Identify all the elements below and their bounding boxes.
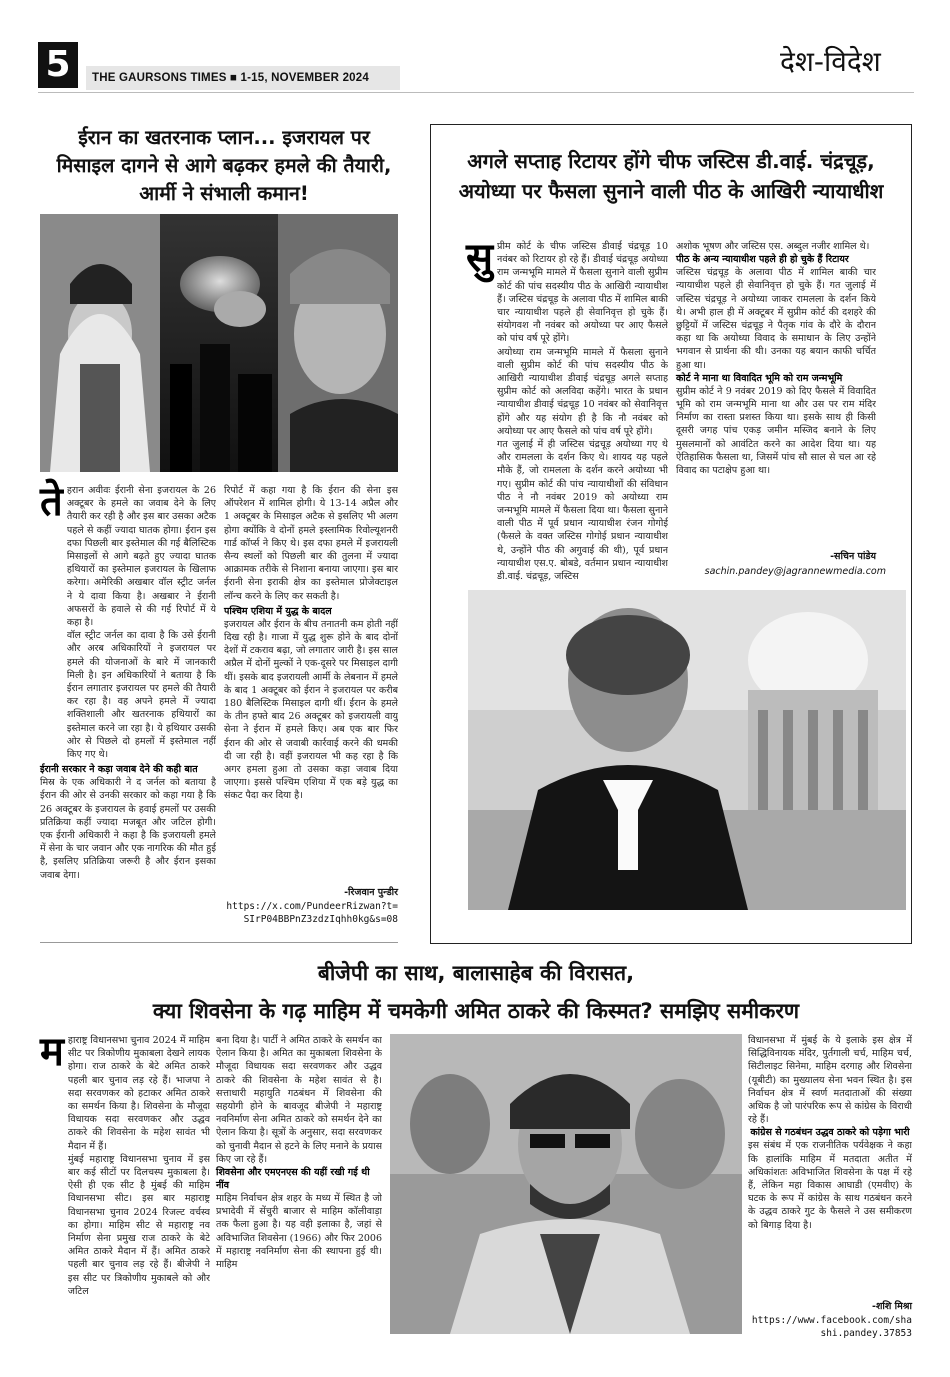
article2-column-2: [676, 240, 876, 582]
section-title: देश-विदेश: [780, 45, 881, 78]
article2-byline: -सचिन पांडेय: [830, 551, 876, 562]
article1-body-1: हरान अवीवः ईरानी सेना इजरायल के 26 अक्टूबर के हमले का जवाब देने के लिए तैयारी कर रही है और इस बार उसका अटैक पहले से कहीं ज्यादा घातक होगा। ईरान इस दफा पिछली बार इस्तेमाल की गई बैलिस्टिक मिसाइलों से आगे बढ़ते हुए ज्यादा घातक हथियारों का इस्तेमाल इजरायल के खिलाफ करेगा। अमेरिकी अखबार वॉल स्ट्रीट जर्नल ने ये दावा किया है। अखबार ने ईरानी अफसरों के हवाले से की गई रिपोर्ट में ये कहा है। वॉल स्ट्रीट जर्नल का दावा है कि उसे ईरानी और अरब अधिकारियों ने इजरायल पर हमले की योजनाओं के बारे में जानकारी मिली है। इन अधिकारियों ने बताया है कि ईरान लगातार इजरायल पर हमले की तैयारी कर रहा है। वह अपने हमले में ज्यादा शक्तिशाली और खतरनाक हथियारों का इस्तेमाल करने जा रहा है। ये हथियार उसकी ओर से पिछले दो हमलों में इस्तेमाल नहीं किए गए थे।: [66, 485, 216, 761]
article2-dropcap: सु: [466, 234, 494, 281]
article1-body-2b: इजरायल और ईरान के बीच तनातनी कम होती नहीं दिख रही है। गाजा में युद्ध शुरू होने के बाद दोनों देशों में टकराव बढ़ा, जो लगातार जारी है। इस साल अप्रैल में दोनों मुल्कों ने एक-दूसरे पर मिसाइल दागी थीं। इसके बाद इजरायली आर्मी के लेबनान में हमले के बाद 1 अक्टूबर को ईरान ने इजरायल पर करीब 180 बैलिस्टिक मिसाइल दागी थीं। ईरान के हमले के तीन हफ्ते बाद 26 अक्टूबर को इजरायली वायु सेना ने ईरान में हमले किए। अब एक बार फिर ईरान की ओर से जवाबी कार्रवाई करने की धमकी दी जा रही है। वहीं इजरायल भी कह रहा है कि अगर हमला हुआ तो उसका कड़ा जवाब दिया जाएगा। इससे पश्चिम एशिया में एक बड़े युद्ध का संकट पैदा कर दिया है।: [224, 618, 398, 802]
article2-email: sachin.pandey@jagrannewmedia.com: [704, 566, 886, 577]
divider-rule: [40, 942, 398, 943]
article2-body-1: प्रीम कोर्ट के चीफ जस्टिस डीवाई चंद्रचूड़ 10 नवंबर को रिटायर हो रहे हैं। डीवाई चंद्रचूड़ अयोध्या राम जन्मभूमि मामले में फैसला सुनाने वाली सुप्रीम कोर्ट की पांच सदस्यीय पीठ के आखिरी न्यायाधीश हैं। जस्टिस चंद्रचूड़ के अलावा पीठ में शामिल बाकी चार न्यायाधीश पहले ही सेवानिवृत्त हो चुके हैं। संयोगवश नौ नवंबर को अयोध्या पर आए फैसले को पांच वर्ष पूरे होंगे। अयोध्या राम जन्मभूमि मामले में फैसला सुनाने वाली सुप्रीम कोर्ट की पांच सदस्यीय पीठ के आखिरी न्यायाधीश डीवाई चंद्रचूड़ अगले सप्ताह सुप्रीम कोर्ट को अलविदा कहेंगे। भारत के प्रधान न्यायाधीश डीवाई चंद्रचूड़ 10 नवंबर को सेवानिवृत्त होंगे और यह संयोग ही है कि नौ नवंबर को अयोध्या पर आए फैसले को पांच वर्ष पूरे होंगे। गत जुलाई में ही जस्टिस चंद्रचूड़ अयोध्या गए थे और रामलला के दर्शन किए थे। शायद यह पहले मौके हैं, जो रामलला के दर्शन करने अयोध्या भी गए। सुप्रीम कोर्ट की पांच न्यायाधीशों की संविधान पीठ ने नौ नवंबर 2019 को अयोध्या राम जन्मभूमि मामले में फैसला दिया था। फैसला सुनाने वाली पीठ में पूर्व प्रधान न्यायाधीश रंजन गोगोई (फैसले के वक्त जस्टिस गोगोई प्रधान न्यायाधीश थे, उन्होंने पीठ की अगुवाई की थी), पूर्व प्रधान न्यायाधीश एस.ए. बोबडे, वर्तमान प्रधान न्यायाधीश डी.वाई. चंद्रचूड़, जस्टिस: [497, 241, 668, 583]
article1-dropcap: ते: [40, 478, 63, 525]
article1-subhead-2: पश्चिम एशिया में युद्ध के बादल: [224, 605, 332, 617]
article3-body-1: हाराष्ट्र विधानसभा चुनाव 2024 में माहिम सीट पर त्रिकोणीय मुकाबला देखने लायक होगा। राज ठाकरे के बेटे अमित ठाकरे पहली बार चुनाव लड़ रहे हैं। भाजपा ने सदा सरवणकर को हटाकर अमित ठाकरे का समर्थन किया है। शिवसेना के मौजूदा विधायक सदा सरवणकर और उद्धव ठाकरे की शिवसेना के महेश सावंत भी मैदान में हैं। मुंबई महाराष्ट्र विधानसभा चुनाव में इस बार कई सीटों पर दिलचस्प मुकाबला है। ऐसी ही एक सीट है मुंबई की माहिम विधानसभा सीट। इस बार महाराष्ट्र विधानसभा चुनाव 2024 रिजल्ट वर्चस्व का होगा। माहिम सीट से महाराष्ट्र नव निर्माण सेना प्रमुख राज ठाकरे के बेटे अमित ठाकरे मैदान में हैं। अमित ठाकरे पहली बार चुनाव लड़ रहे हैं। बीजेपी ने इस सीट पर त्रिकोणीय मुकाबले को और जटिल: [67, 1035, 210, 1297]
article3-column-2: [216, 1034, 382, 1334]
article3-body-2: बना दिया है। पार्टी ने अमित ठाकरे के समर्थन का ऐलान किया है। अमित का मुकाबला शिवसेना के मौजूदा विधायक सदा सरवणकर और उद्धव ठाकरे की शिवसेना के महेश सावंत से है। सत्ताधारी महायुति गठबंधन में शिवसेना की सहयोगी होने के बावजूद बीजेपी ने महाराष्ट्र नवनिर्माण सेना अमित ठाकरे को समर्थन देने का ऐलान किया है। सूत्रों के अनुसार, सदा सरवणकर को चुनावी मैदान से हटने के लिए मनाने के प्रयास किए जा रहे हैं।: [216, 1035, 382, 1165]
article1-column-1: [40, 478, 216, 934]
article1-body-1b: मिस्र के एक अधिकारी ने द जर्नल को बताया है ईरान की ओर से उनकी सरकार को कहा गया है कि 26 अक्टूबर के इजरायल के हवाई हमलों पर उसकी प्रतिक्रिया कहीं ज्यादा मजबूत और जटिल होगी। एक ईरानी अधिकारी ने कहा है कि इजरायली हमले में सेना के चार जवान और एक नागरिक की मौत हुई है, इसलिए प्रतिक्रिया जरूरी है और ईरान इसका जवाब देगा।: [40, 777, 216, 881]
iran-israel-photo: [40, 214, 398, 472]
article3-dropcap: म: [40, 1028, 64, 1075]
article1-column-2: [224, 484, 398, 924]
article2-column-1: [466, 234, 668, 583]
article3-headline-2: क्या शिवसेना के गढ़ माहिम में चमकेगी अमित ठाकरे की किस्मत? समझिए समीकरण: [152, 999, 800, 1023]
article2-body-2: अशोक भूषण और जस्टिस एस. अब्दुल नजीर शामिल थे।: [676, 241, 870, 252]
article1-byline: -रिजवान पुन्डीर: [344, 887, 398, 898]
article2-body-2b: जस्टिस चंद्रचूड़ के अलावा पीठ में शामिल बाकी चार न्यायाधीश पहले ही सेवानिवृत्त हो चुके हैं। गत जुलाई में जस्टिस चंद्रचूड़ ने अयोध्या जाकर रामलला के दर्शन किये थे। अभी हाल ही में अक्टूबर में सुप्रीम कोर्ट की दशहरे की छुट्टियों में जस्टिस चंद्रचूड़ ने पैतृक गांव के दौरे के दौरान कहा था कि अयोध्या विवाद के समाधान के लिए उन्होंने भगवान से प्रार्थना की थी। उनका यह बयान काफी चर्चित हुआ था।: [676, 267, 876, 371]
chief-justice-photo: [468, 590, 906, 910]
article1-headline: ईरान का खतरनाक प्लान... इजरायल पर मिसाइल दागने से आगे बढ़कर हमले की तैयारी, आर्मी ने संभाली कमान!: [56, 126, 392, 205]
article3-headline-1: बीजेपी का साथ, बालासाहेब की विरासत,: [317, 961, 635, 985]
article2-headline: अगले सप्ताह रिटायर होंगे चीफ जस्टिस डी.वाई. चंद्रचूड़, अयोध्या पर फैसला सुनाने वाली पीठ के आखिरी न्यायाधीश: [458, 149, 884, 203]
article1-link[interactable]: https://x.com/PundeerRizwan?t=SIrP04BBPnZ3zdzIqhh0kg&s=08: [226, 901, 398, 925]
header-rule: [38, 92, 914, 93]
article3-subhead-1: शिवसेना और एमएनएस की यहीं रखी गई थी नींव: [216, 1167, 370, 1192]
article3-body-3b: इस संबंध में एक राजनीतिक पर्यवेक्षक ने कहा कि हालांकि माहिम में मतदाता अतीत में अधिकांशतः अविभाजित शिवसेना के पक्ष में रहे हैं, लेकिन महा विकास आघाडी (एमवीए) के घटक के रूप में कांग्रेस के साथ गठबंधन करने के उद्धव ठाकरे गुट के फैसले ने उस समीकरण को बिगाड़ दिया है।: [748, 1140, 912, 1231]
amit-thackeray-photo: [390, 1034, 742, 1334]
masthead: THE GAURSONS TIMES ■ 1-15, NOVEMBER 2024: [86, 66, 400, 90]
article3-link[interactable]: https://www.facebook.com/shashi.pandey.37853: [751, 1315, 912, 1339]
article3-byline: -शशि मिश्रा: [872, 1301, 912, 1312]
article1-subhead-1: ईरानी सरकार ने कड़ा जवाब देने की कही बात: [40, 764, 198, 776]
article2-body-2c: सुप्रीम कोर्ट ने 9 नवंबर 2019 को दिए फैसले में विवादित भूमि को राम जन्मभूमि माना था और उस पर राम मंदिर निर्माण का रास्ता प्रशस्त किया था। इसके साथ ही किसी दूसरी जगह पांच एकड़ जमीन मस्जिद बनाने के लिए मुसलमानों को आवंटित करने का आदेश दिया था। यह ऐतिहासिक फैसला था, जिसमें पांच सौ साल से चल आ रहे विवाद का पटाक्षेप हुआ था।: [676, 385, 876, 477]
article3-column-3: [748, 1034, 912, 1334]
article2-subhead-2: कोर्ट ने माना था विवादित भूमि को राम जन्मभूमि: [676, 372, 843, 384]
article3-subhead-2: कांग्रेस से गठबंधन उद्धव ठाकरे को पड़ेगा भारी: [750, 1127, 910, 1139]
article3-column-1: [40, 1028, 210, 1334]
page-number: 5: [38, 42, 78, 88]
article1-body-2: रिपोर्ट में कहा गया है कि ईरान की सेना इस ऑपरेशन में शामिल होगी। ये 13-14 अप्रैल और 1 अक्टूबर के मिसाइल अटैक से इसलिए भी अलग होगा क्योंकि वे दोनों हमले इस्लामिक रिवोल्यूशनरी गार्ड कॉर्प्स ने किए थे। इस दफा हमले में इजरायली सैन्य स्थलों को पिछली बार की तुलना में ज्यादा आक्रामक तरीके से निशाना बनाया जाएगा। इस बार ईरानी सेना इराकी क्षेत्र का इस्तेमाल प्रोजेक्टाइल लॉन्च करने के लिए कर सकती है।: [224, 485, 398, 602]
article3-body-2b: माहिम निर्वाचन क्षेत्र शहर के मध्य में स्थित है जो प्रभादेवी में सेंचुरी बाजार से माहिम कॉलीवाड़ा तक फैला हुआ है। यह वही इलाका है, जहां से अविभाजित शिवसेना (1966) और फिर 2006 में महाराष्ट्र नवनिर्माण सेना की स्थापना हुई थी। माहिम: [216, 1193, 382, 1271]
article3-body-3: विधानसभा में मुंबई के ये इलाके इस क्षेत्र में सिद्धिविनायक मंदिर, पुर्तगाली चर्च, माहिम चर्च, सिटीलाइट सिनेमा, माहिम दरगाह और शिवसेना (यूबीटी) का मुख्यालय सेना भवन स्थित है। इस निर्वाचन क्षेत्र में स्वर्ण मतदाताओं की संख्या अधिक है जो पारंपरिक रूप से कांग्रेस के विराधी रहे हैं।: [748, 1035, 912, 1126]
article2-subhead-1: पीठ के अन्य न्यायाधीश पहले ही हो चुके हैं रिटायर: [676, 254, 849, 266]
